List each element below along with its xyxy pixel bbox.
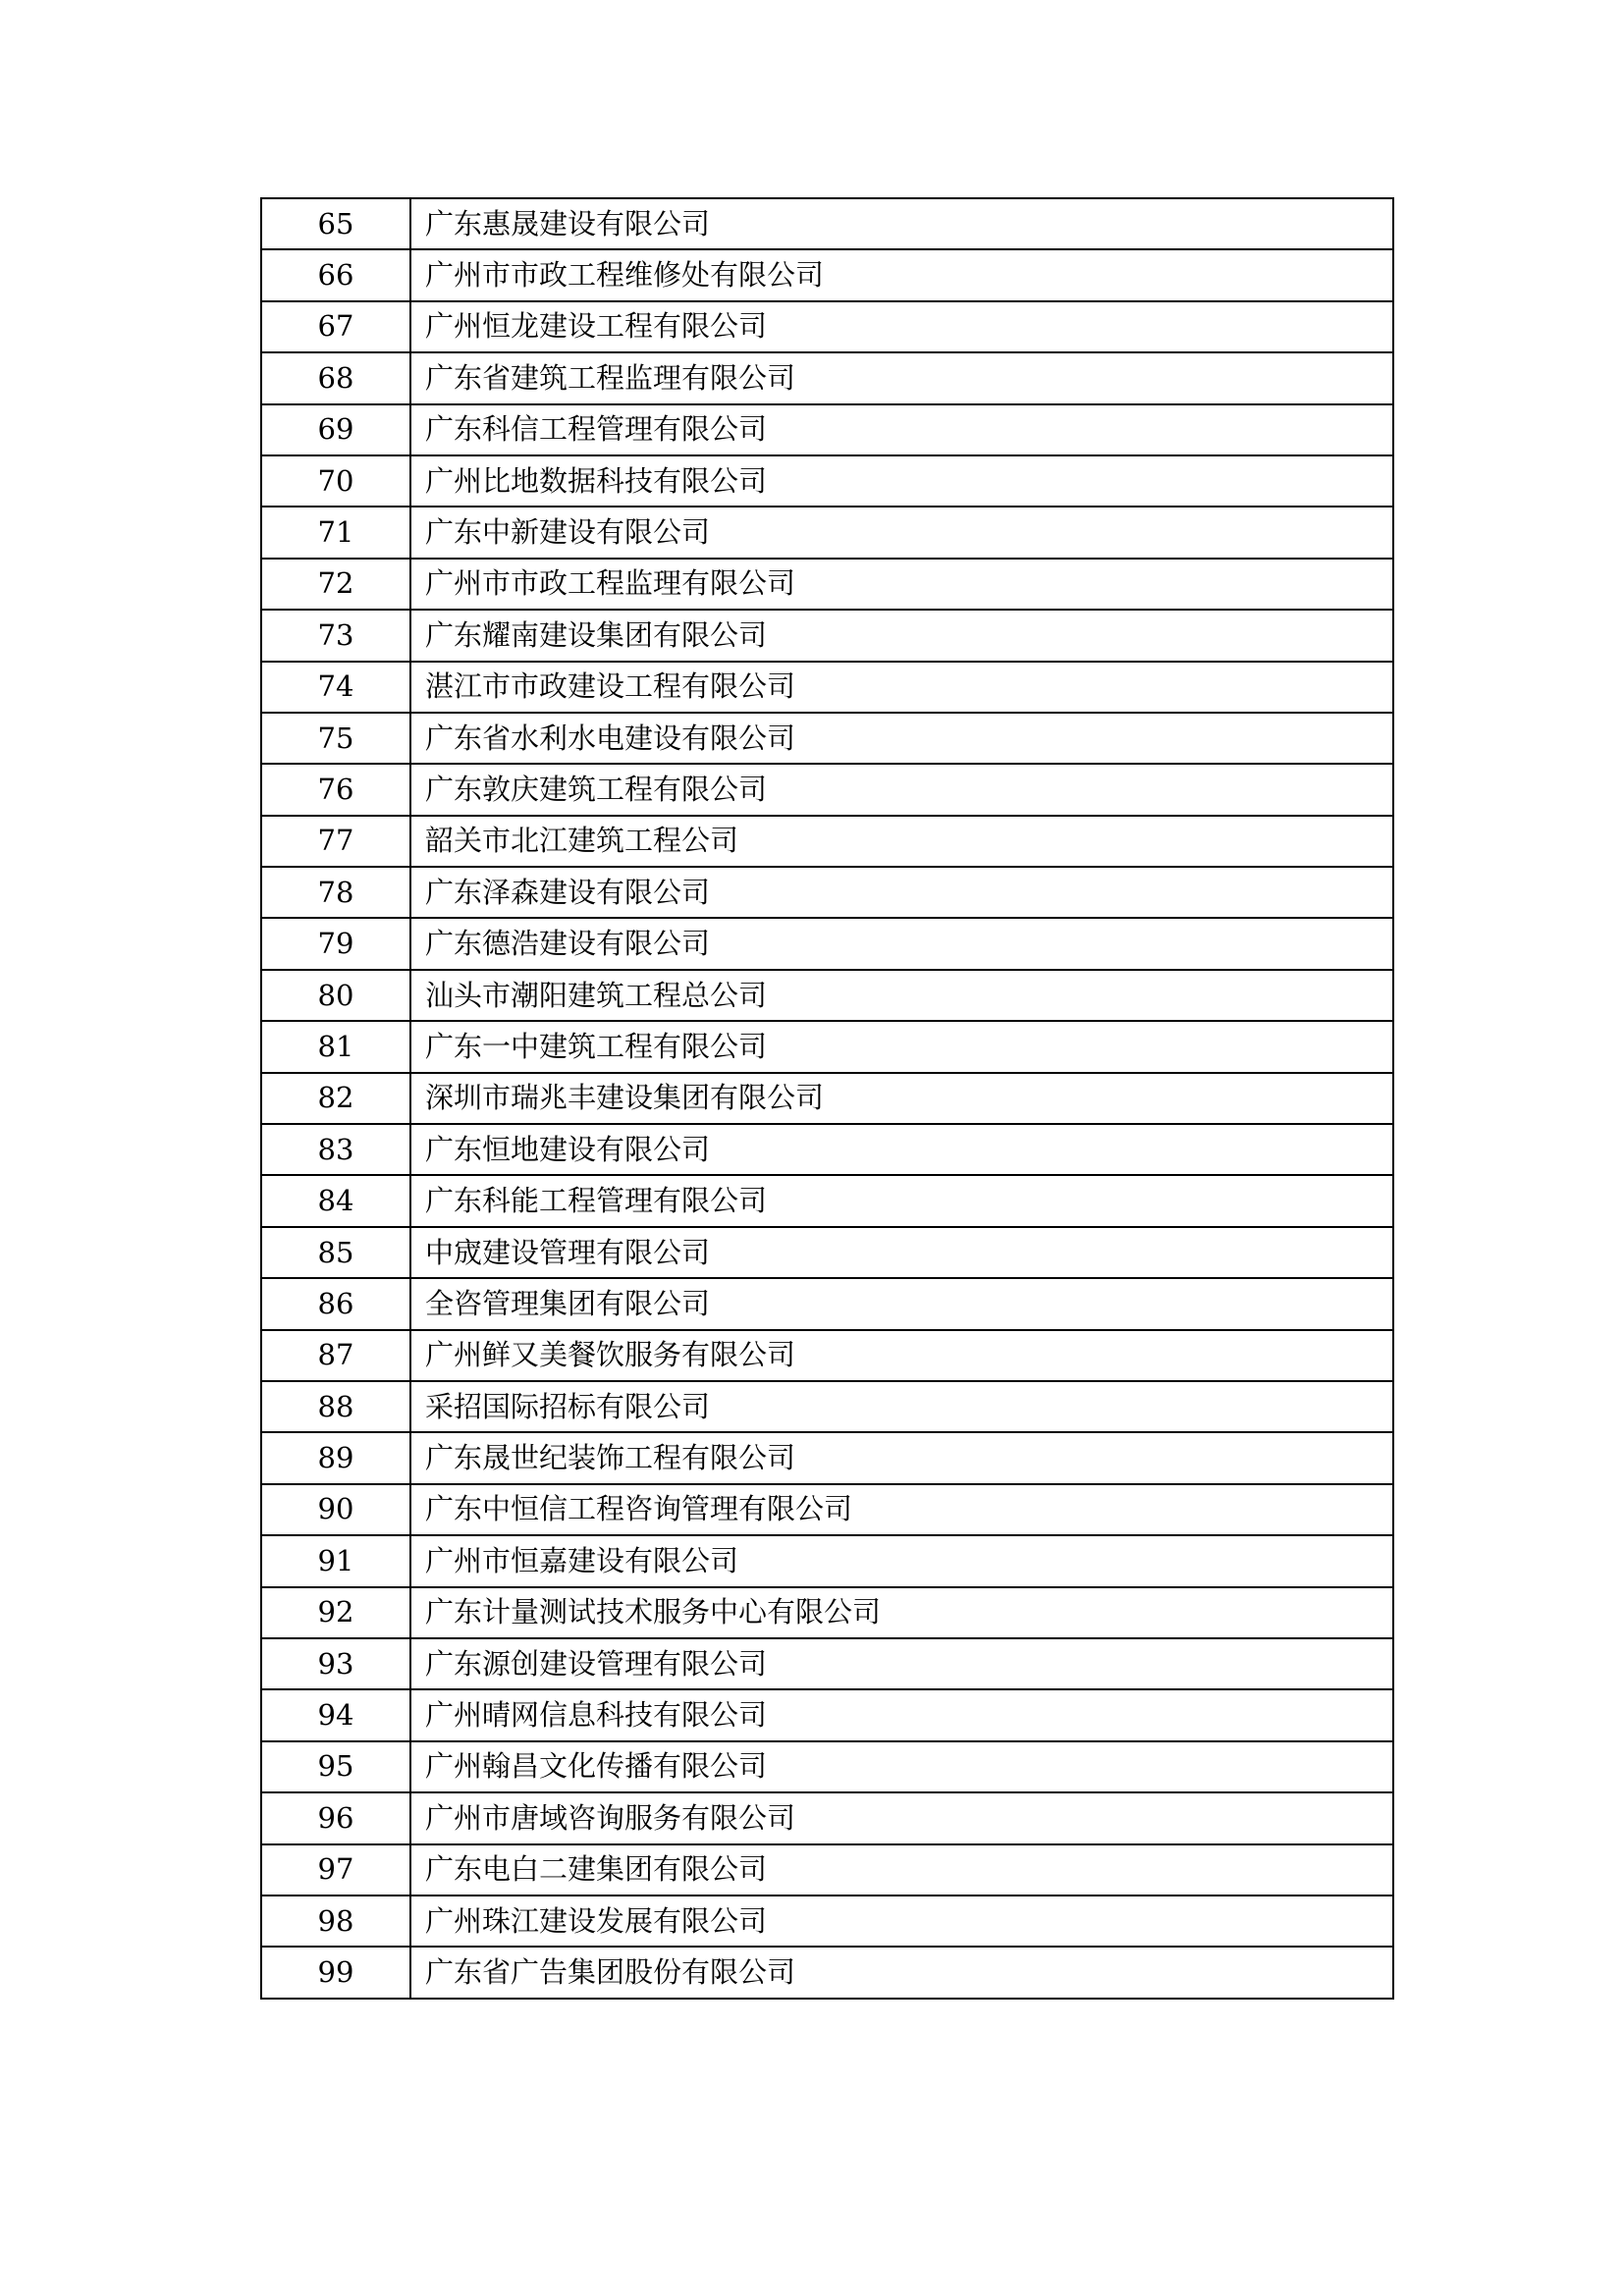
company-name-cell: 广东晟世纪装饰工程有限公司	[410, 1432, 1393, 1483]
company-name-cell: 广州珠江建设发展有限公司	[410, 1896, 1393, 1947]
company-name-cell: 广东计量测试技术服务中心有限公司	[410, 1587, 1393, 1638]
table-row	[261, 1175, 1393, 1226]
table-row	[261, 1792, 1393, 1843]
table-row	[261, 1947, 1393, 1998]
company-name-cell: 广东中恒信工程咨询管理有限公司	[410, 1484, 1393, 1535]
company-name-cell: 采招国际招标有限公司	[410, 1381, 1393, 1432]
row-number-cell: 71	[261, 507, 410, 558]
row-number-cell: 78	[261, 867, 410, 918]
table-row	[261, 1124, 1393, 1175]
row-number-cell: 73	[261, 610, 410, 661]
company-name-cell: 广东德浩建设有限公司	[410, 918, 1393, 969]
row-number-cell: 75	[261, 713, 410, 764]
company-name-cell: 广州晴网信息科技有限公司	[410, 1689, 1393, 1740]
table-row	[261, 1278, 1393, 1329]
table-row	[261, 1073, 1393, 1124]
company-name-cell: 广东省水利水电建设有限公司	[410, 713, 1393, 764]
row-number-cell: 97	[261, 1844, 410, 1896]
row-number-cell: 93	[261, 1638, 410, 1689]
company-name-cell: 广东电白二建集团有限公司	[410, 1844, 1393, 1896]
company-name-cell: 深圳市瑞兆丰建设集团有限公司	[410, 1073, 1393, 1124]
table-row	[261, 1432, 1393, 1483]
row-number-cell: 82	[261, 1073, 410, 1124]
table-row	[261, 764, 1393, 815]
company-name-cell: 广东中新建设有限公司	[410, 507, 1393, 558]
row-number-cell: 76	[261, 764, 410, 815]
company-name-cell: 广东省广告集团股份有限公司	[410, 1947, 1393, 1998]
company-name-cell: 广州市市政工程监理有限公司	[410, 559, 1393, 610]
table-row	[261, 404, 1393, 455]
table-row	[261, 455, 1393, 507]
company-name-cell: 广州鲜又美餐饮服务有限公司	[410, 1330, 1393, 1381]
table-row	[261, 1381, 1393, 1432]
row-number-cell: 83	[261, 1124, 410, 1175]
table-row	[261, 559, 1393, 610]
table-row	[261, 610, 1393, 661]
row-number-cell: 98	[261, 1896, 410, 1947]
row-number-cell: 91	[261, 1535, 410, 1586]
row-number-cell: 84	[261, 1175, 410, 1226]
company-name-cell: 湛江市市政建设工程有限公司	[410, 662, 1393, 713]
company-list-table	[260, 197, 1394, 2000]
row-number-cell: 94	[261, 1689, 410, 1740]
table-row	[261, 1021, 1393, 1072]
table-row	[261, 1330, 1393, 1381]
row-number-cell: 68	[261, 352, 410, 403]
row-number-cell: 81	[261, 1021, 410, 1072]
table-row	[261, 352, 1393, 403]
row-number-cell: 90	[261, 1484, 410, 1535]
company-name-cell: 韶关市北江建筑工程公司	[410, 816, 1393, 867]
table-row	[261, 1227, 1393, 1278]
company-name-cell: 广州市市政工程维修处有限公司	[410, 249, 1393, 300]
row-number-cell: 70	[261, 455, 410, 507]
row-number-cell: 77	[261, 816, 410, 867]
company-name-cell: 中宬建设管理有限公司	[410, 1227, 1393, 1278]
row-number-cell: 65	[261, 198, 410, 249]
table-row	[261, 1535, 1393, 1586]
row-number-cell: 89	[261, 1432, 410, 1483]
table-row	[261, 1638, 1393, 1689]
company-name-cell: 广东惠晟建设有限公司	[410, 198, 1393, 249]
company-name-cell: 汕头市潮阳建筑工程总公司	[410, 970, 1393, 1021]
company-name-cell: 广东耀南建设集团有限公司	[410, 610, 1393, 661]
table-row	[261, 301, 1393, 352]
table-row	[261, 1741, 1393, 1792]
table-row	[261, 1844, 1393, 1896]
table-row	[261, 970, 1393, 1021]
row-number-cell: 74	[261, 662, 410, 713]
row-number-cell: 67	[261, 301, 410, 352]
company-name-cell: 广东科能工程管理有限公司	[410, 1175, 1393, 1226]
table-row	[261, 249, 1393, 300]
table-row	[261, 713, 1393, 764]
row-number-cell: 96	[261, 1792, 410, 1843]
row-number-cell: 87	[261, 1330, 410, 1381]
row-number-cell: 92	[261, 1587, 410, 1638]
company-name-cell: 广东省建筑工程监理有限公司	[410, 352, 1393, 403]
row-number-cell: 86	[261, 1278, 410, 1329]
company-name-cell: 广州市恒嘉建设有限公司	[410, 1535, 1393, 1586]
table-row	[261, 198, 1393, 249]
row-number-cell: 95	[261, 1741, 410, 1792]
table-row	[261, 867, 1393, 918]
company-name-cell: 广东一中建筑工程有限公司	[410, 1021, 1393, 1072]
company-name-cell: 广东泽森建设有限公司	[410, 867, 1393, 918]
table-row	[261, 1896, 1393, 1947]
company-name-cell: 广州比地数据科技有限公司	[410, 455, 1393, 507]
row-number-cell: 88	[261, 1381, 410, 1432]
row-number-cell: 66	[261, 249, 410, 300]
company-name-cell: 广东科信工程管理有限公司	[410, 404, 1393, 455]
table-row	[261, 662, 1393, 713]
table-row	[261, 1689, 1393, 1740]
table-row	[261, 1484, 1393, 1535]
row-number-cell: 99	[261, 1947, 410, 1998]
table-row	[261, 816, 1393, 867]
company-name-cell: 广东恒地建设有限公司	[410, 1124, 1393, 1175]
company-name-cell: 广州恒龙建设工程有限公司	[410, 301, 1393, 352]
row-number-cell: 79	[261, 918, 410, 969]
row-number-cell: 72	[261, 559, 410, 610]
row-number-cell: 85	[261, 1227, 410, 1278]
company-name-cell: 全咨管理集团有限公司	[410, 1278, 1393, 1329]
company-name-cell: 广东敦庆建筑工程有限公司	[410, 764, 1393, 815]
table-row	[261, 1587, 1393, 1638]
company-name-cell: 广州翰昌文化传播有限公司	[410, 1741, 1393, 1792]
table-row	[261, 918, 1393, 969]
row-number-cell: 80	[261, 970, 410, 1021]
row-number-cell: 69	[261, 404, 410, 455]
table-body	[261, 198, 1393, 1999]
company-name-cell: 广州市唐域咨询服务有限公司	[410, 1792, 1393, 1843]
company-name-cell: 广东源创建设管理有限公司	[410, 1638, 1393, 1689]
table-row	[261, 507, 1393, 558]
